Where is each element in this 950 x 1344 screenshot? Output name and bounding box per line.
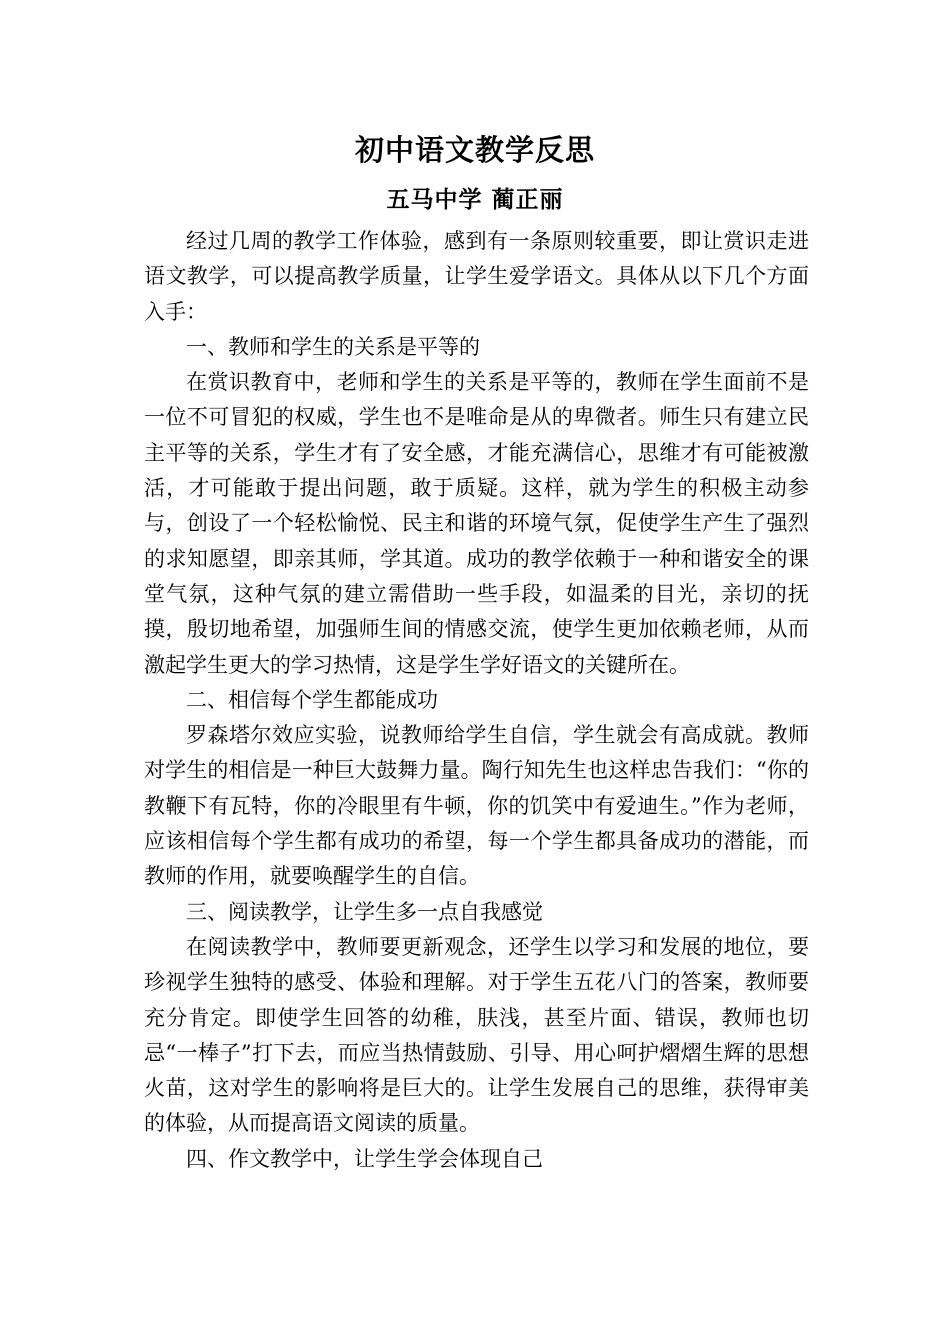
body-paragraph: 在赏识教育中，老师和学生的关系是平等的，教师在学生面前不是一位不可冒犯的权威，学生也不是唯命是从的卑微者。师生只有建立民主平等的关系，学生才有了安全感，才能充满信心，思维才有可能被激活，才可能敢于提出问题，敢于质疑。这样，就为学生的积极主动参与，创设了一个轻松愉悦、民主和谐的环境气氛，促使学生产生了强烈的求知愿望，即亲其师，学其道。成功的教学依赖于一种和谐安全的课堂气氛，这种气氛的建立需借助一些手段，如温柔的目光，亲切的抚摸，殷切地希望，加强师生间的情感交流，使学生更加依赖老师，从而激起学生更大的学习热情，这是学生学好语文的关键所在。 — [144, 370, 809, 677]
section-heading: 二、相信每个学生都能成功 — [186, 687, 438, 712]
section-heading: 三、阅读教学，让学生多一点自我感觉 — [186, 899, 543, 924]
body-paragraph: 在阅读教学中，教师要更新观念，还学生以学习和发展的地位，要珍视学生独特的感受、体验和理解。对于学生五花八门的答案，教师要充分肯定。即使学生回答的幼稚，肤浅，甚至片面、错误，教师也切忌“一棒子”打下去，而应当热情鼓励、引导、用心呵护熠熠生辉的思想火苗，这对学生的影响将是巨大的。让学生发展自己的思维，获得审美的体验，从而提高语文阅读的质量。 — [144, 934, 809, 1136]
body-paragraph: 罗森塔尔效应实验，说教师给学生自信，学生就会有高成就。教师对学生的相信是一种巨大鼓舞力量。陶行知先生也这样忠告我们：“你的教鞭下有瓦特，你的冷眼里有牛顿，你的饥笑中有爱迪生。”作为老师，应该相信每个学生都有成功的希望，每一个学生都具备成功的潜能，而教师的作用，就要唤醒学生的自信。 — [144, 723, 809, 889]
document-author: 五马中学 蔺正丽 — [386, 186, 564, 213]
body-paragraph: 经过几周的教学工作体验，感到有一条原则较重要，即让赏识走进语文教学，可以提高教学质量，让学生爱学语文。具体从以下几个方面入手： — [144, 229, 809, 324]
document-body — [144, 224, 809, 1177]
section-heading: 四、作文教学中，让学生学会体现自己 — [186, 1146, 543, 1171]
document-title: 初中语文教学反思 — [354, 133, 595, 167]
section-heading: 一、教师和学生的关系是平等的 — [186, 334, 480, 359]
